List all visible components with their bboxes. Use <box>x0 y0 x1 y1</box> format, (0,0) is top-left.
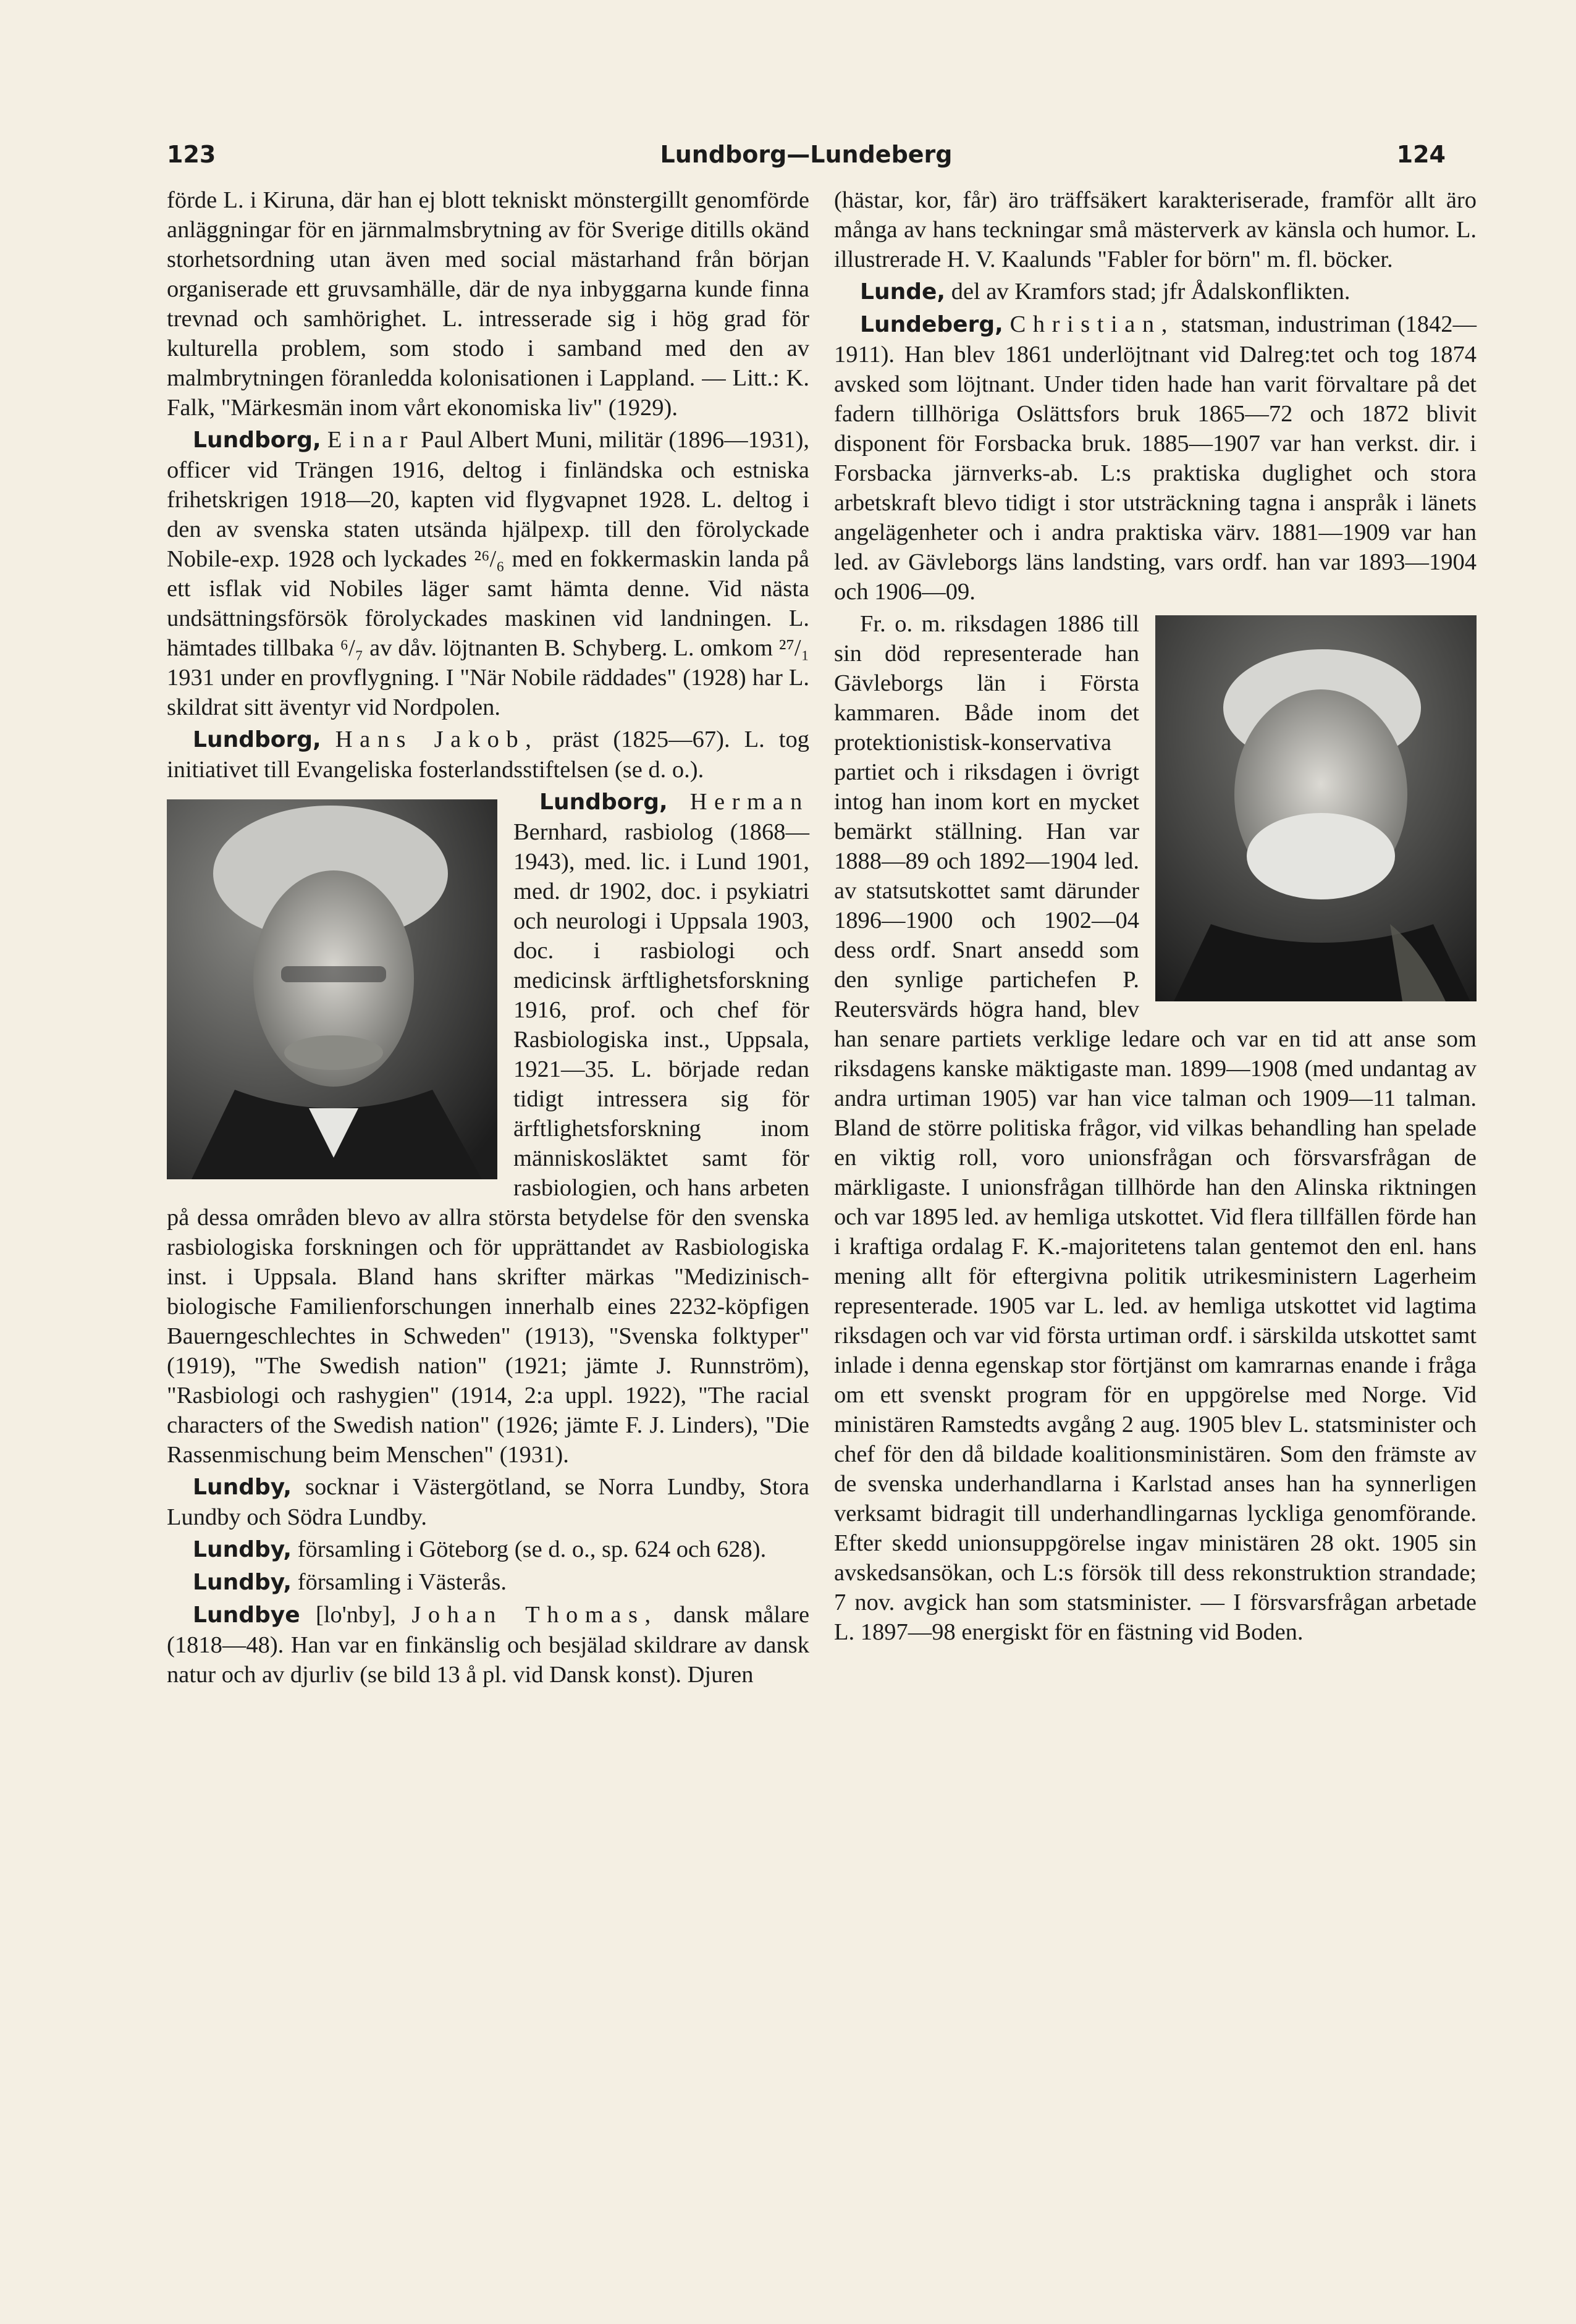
entry-given-name: Christian, <box>1009 311 1174 337</box>
entry-pronunciation: [lo'nby], <box>316 1602 396 1628</box>
entry-text: Fr. o. m. riksdagen 1886 till sin död representerade han Gävleborgs län i Första kammaren. Både inom det protektionistisk-konservativa partiet och i riksdagen i övrigt intog han inom kort en mycket bemärkt ställning. Han var 1888—89 och 1892—1904 led. av statsutskottet samt därunder 1896—1900 och 1902—04 dess ordf. Snart ansedd som den synlige partichefen P. Reutersvärds högra hand, blev han senare partiets verklige ledare och var en tid att anse som riksdagens kanske mäktigaste man. 1899—1908 (med undantag av andra urtiman 1905) var han vice talman och 1909—11 talman. Bland de större politiska frågor, vid vilkas behandling han spelade en viktig roll, voro unionsfrågan och försvarsfrågan de märkligaste. I unionsfrågan tillhörde han den Alinska riktningen och var 1895 led. av hemliga utskottet. Vid flera tillfällen förde han i kraftiga ordalag F. K.-majoritetens talan gentemot den enl. hans mening allt för eftergivna politik utrikesministern Lagerheim representerade. 1905 var L. led. av hemliga utskottet vid lagtima riksdagen och var vid första urtiman ordf. i särskilda utskottet samt inlade i denna egenskap stor förtjänst om kamrarnas enande i fråga om ett svenskt program för en uppgörelse med Norge. Vid ministären Ramstedts avgång 2 aug. 1905 blev L. statsminister och chef för den då bildade koalitionsministären. Som den främste av de svenska underhandlarna i Karlstad anses han ha synnerligen verksamt bidragit till underhandlingarnas lyckliga genomförande. Efter skedd unionsuppgörelse ingav ministären 28 okt. 1905 sin avskedsansökan, och L:s försök till dess rekonstruktion strandade; 7 nov. avgick han som statsminister. — I försvarsfrågan arbetade L. 1897—98 energiskt för en fästning vid Boden. <box>834 611 1477 1645</box>
continued-entry-text: förde L. i Kiruna, där han ej blott tekniskt mönstergillt genomförde anläggningar för en järnmalmsbrytning av för Sverige ditills okänd storhetsordning utan även med social mästarhand från början organiserade ett gruvsamhälle, där de nya inbyggarna kunde finna trevnad och samhörighet. L. intresserade sig i hög grad för kulturella problem, som stodo i samband med den av malmbrytningen föranledda kolonisationen i Lappland. — Litt.: K. Falk, "Märkesmän inom vårt ekonomiska liv" (1929). <box>167 187 809 421</box>
page-number-left: 123 <box>167 141 216 168</box>
entry-text: Bernhard, rasbiolog (1868—1943), med. lic. i Lund 1901, med. dr 1902, doc. i psykiatri och neurologi i Uppsala 1903, doc. i rasbiologi och medicinsk ärftlighetsforskning 1916, prof. och chef för Rasbiologiska inst., Uppsala, 1921—35. L. började redan tidigt intressera sig för ärftlighetsforskning inom människosläktet samt för rasbiologien, och hans arbeten på dessa områden blevo av allra största betydelse för den svenska rasbiologiska forskningen och för upprättandet av Rasbiologiska inst. i Uppsala. Bland hans skrifter märkas "Medizinisch-biologische Familienforschungen innerhalb eines 2232-köpfigen Bauerngeschlechtes in Schweden" (1913), "Svenska folktyper" (1919), "The Swedish nation" (1921; jämte J. Runnström), "Rasbiologi och rashygien" (1914, 2:a uppl. 1922), "The racial characters of the Swedish nation" (1926; jämte F. J. Linders), "Die Rassenmischung beim Menschen" (1931). <box>167 819 809 1468</box>
portrait-photo-lundborg <box>167 799 497 1179</box>
entry-given-name: Johan Thomas, <box>411 1602 658 1628</box>
entry-text: präst (1825—67). L. tog initiativet till Evangeliska fosterlandsstiftelsen (se d. o.). <box>167 726 810 783</box>
right-column <box>834 185 1477 1647</box>
entry-headword: Lundeberg, <box>860 312 1003 337</box>
entry-lundby-goteborg <box>167 1535 809 1565</box>
running-header <box>167 137 1446 177</box>
entry-given-name: Einar <box>327 427 415 453</box>
entry-lunde <box>834 277 1477 307</box>
entry-text: statsman, industriman (1842—1911). Han blev 1861 underlöjtnant vid Dalreg:tet och tog 1874 avsked som löjtnant. Under tiden hade han varit förvaltare på det fadern tillhöriga Oslättsfors bruk 1865—72 och 1872 blivit disponent för Forsbacka bruk. 1885—1907 var han verkst. dir. i Forsbacka järnverks-ab. L:s praktiska duglighet och stora arbetskraft blevo tidigt i stor utsträckning tagna i anspråk i länets angelägenheter och i andra praktiska värv. 1881—1909 var han led. av Gävleborgs läns landsting, vars ordf. han var 1893—1904 och 1906—09. <box>834 311 1477 605</box>
entry-lundeberg <box>834 309 1477 607</box>
entry-text: del av Kramfors stad; jfr Ådalskonflikten. <box>951 279 1351 305</box>
page-number-right: 124 <box>1396 141 1446 168</box>
entry-lundby-socknar <box>167 1472 809 1532</box>
entry-headword: Lundbye <box>193 1602 300 1628</box>
entry-lundborg-hans <box>167 725 809 785</box>
continued-entry-text: (hästar, kor, får) äro träffsäkert karakteriserade, framför allt äro många av hans teckningar små mästerverk av känsla och humor. L. illustrerade H. V. Kaalunds "Fabler for börn" m. fl. böcker. <box>834 187 1477 272</box>
entry-given-name: Hans Jakob, <box>335 726 539 752</box>
entry-lundborg-herman <box>167 787 809 1470</box>
entry-headword: Lundby, <box>193 1570 292 1595</box>
portrait-photo-lundeberg <box>1155 615 1477 1001</box>
entry-text: församling i Göteborg (se d. o., sp. 624 och 628). <box>297 1536 767 1562</box>
entry-headword: Lundby, <box>193 1475 292 1500</box>
running-title: Lundborg—Lundeberg <box>660 141 953 168</box>
entry-given-name: Herman <box>689 789 809 815</box>
entry-lundby-vasteras <box>167 1567 809 1598</box>
entry-headword: Lunde, <box>860 279 946 305</box>
entry-text: församling i Västerås. <box>297 1569 507 1595</box>
entry-headword: Lundborg, <box>193 427 321 453</box>
entry-lundborg-einar <box>167 425 809 722</box>
entry-headword: Lundborg, <box>193 727 321 752</box>
entry-headword: Lundby, <box>193 1537 292 1562</box>
entry-headword: Lundborg, <box>539 789 668 815</box>
entry-lundbye <box>167 1600 809 1690</box>
entry-text: Paul Albert Muni, militär (1896—1931), officer vid Trängen 1916, deltog i finländska och estniska frihetskrigen 1918—20, kapten vid flygvapnet 1928. L. deltog i den av svenska staten utsända hjälpexp. till den förolyckade Nobile-exp. 1928 och lyckades ²⁶/₆ med en fokkermaskin landa på ett isflak vid Nobiles läger samt hämta denne. Vid nästa undsättningsförsök förolyckades maskinen vid landningen. L. hämtades tillbaka ⁶/₇ av dåv. löjtnanten B. Schyberg. L. omkom ²⁷/₁ 1931 under en provflygning. I "När Nobile räddades" (1928) har L. skildrat sitt äventyr vid Nordpolen. <box>167 427 810 720</box>
entry-text: dansk målare (1818—48). Han var en finkänslig och besjälad skildrare av dansk natur och av djurliv (se bild 13 å pl. vid Dansk konst). Djuren <box>167 1602 810 1688</box>
left-column <box>167 185 809 1690</box>
entry-text: socknar i Västergötland, se Norra Lundby, Stora Lundby och Södra Lundby. <box>167 1474 810 1530</box>
entry-lundeberg-riksdag <box>834 609 1477 1647</box>
